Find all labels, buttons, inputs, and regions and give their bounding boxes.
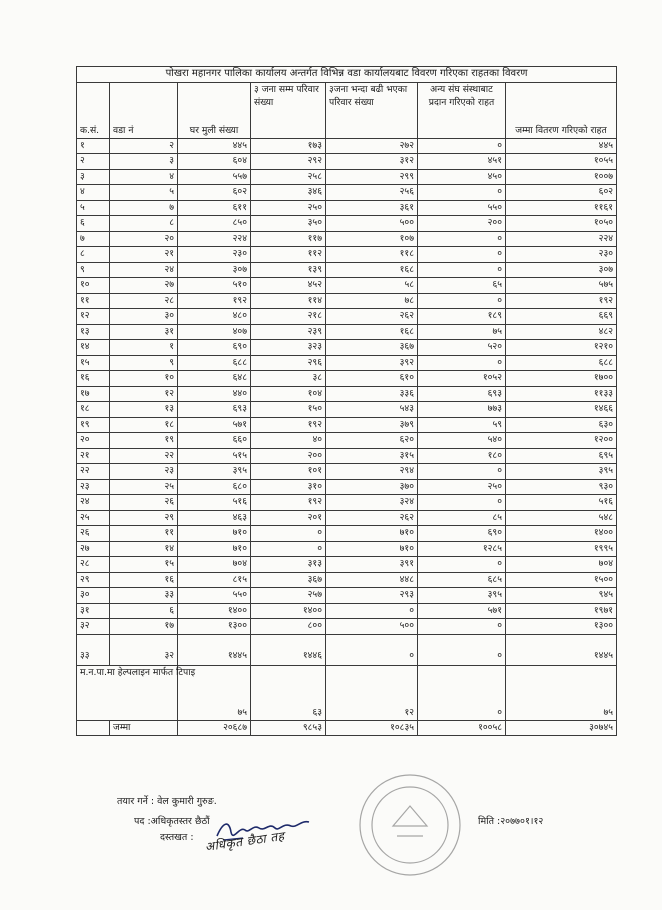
total-cell: ७०४ xyxy=(506,557,617,573)
households-cell: ७१० xyxy=(178,541,251,557)
ward-cell: १४ xyxy=(110,541,178,557)
more-than-three-cell: ३९१ xyxy=(326,557,418,573)
ward-cell: ३१ xyxy=(110,324,178,340)
other-org-cell: ० xyxy=(418,247,506,263)
table-row xyxy=(77,634,617,665)
ward-cell: १९ xyxy=(110,433,178,449)
ward-cell: २० xyxy=(110,231,178,247)
three-members-cell: १७३ xyxy=(251,138,326,154)
three-members-cell: ३४६ xyxy=(251,185,326,201)
table-row xyxy=(77,231,617,247)
other-org-cell: ० xyxy=(418,231,506,247)
other-org-cell: ३९५ xyxy=(418,588,506,604)
other-org-cell: १८० xyxy=(418,448,506,464)
three-members-cell: ९८५३ xyxy=(251,720,326,736)
sn-cell: २४ xyxy=(77,495,110,511)
ward-cell: ६ xyxy=(110,603,178,619)
households-cell: ६९० xyxy=(178,340,251,356)
more-than-three-cell: २६२ xyxy=(326,309,418,325)
sn-cell: १६ xyxy=(77,371,110,387)
three-members-cell: ० xyxy=(251,526,326,542)
other-org-cell: ५५० xyxy=(418,200,506,216)
helpline-row xyxy=(77,665,617,720)
ward-cell: २ xyxy=(110,138,178,154)
sn-cell: १ xyxy=(77,138,110,154)
other-org-cell: ० xyxy=(418,138,506,154)
total-row xyxy=(77,720,617,736)
post: पद :अधिकृतस्तर छैठौं xyxy=(134,816,210,827)
total-cell: २२४ xyxy=(506,231,617,247)
total-cell: ११३३ xyxy=(506,386,617,402)
table-row xyxy=(77,278,617,294)
table-row xyxy=(77,324,617,340)
table-row xyxy=(77,262,617,278)
three-members-cell: १०४ xyxy=(251,386,326,402)
households-cell: १३०० xyxy=(178,619,251,635)
relief-distribution-table xyxy=(76,66,617,736)
table-row xyxy=(77,154,617,170)
households-cell: ४६३ xyxy=(178,510,251,526)
households-cell: ७१० xyxy=(178,526,251,542)
table-row xyxy=(77,309,617,325)
households-cell: ६८० xyxy=(178,479,251,495)
households-cell: ६११ xyxy=(178,200,251,216)
col-header-other-org: अन्य संघ संस्थाबाट प्रदान गरिएको राहत xyxy=(418,82,506,138)
sn-cell: ३१ xyxy=(77,603,110,619)
table-row xyxy=(77,495,617,511)
households-cell: ७०४ xyxy=(178,557,251,573)
more-than-three-cell: २९९ xyxy=(326,169,418,185)
other-org-cell: १२८५ xyxy=(418,541,506,557)
three-members-cell: ० xyxy=(251,541,326,557)
table-row xyxy=(77,169,617,185)
other-org-cell: ० xyxy=(418,665,506,720)
more-than-three-cell: ३७९ xyxy=(326,417,418,433)
sn-cell: २६ xyxy=(77,526,110,542)
households-cell: ४४५ xyxy=(178,138,251,154)
more-than-three-cell: ७८ xyxy=(326,293,418,309)
ward-cell: २७ xyxy=(110,278,178,294)
other-org-cell: ६८५ xyxy=(418,572,506,588)
sn-cell: २७ xyxy=(77,541,110,557)
more-than-three-cell: ५४३ xyxy=(326,402,418,418)
total-cell: ५१६ xyxy=(506,495,617,511)
more-than-three-cell: १६८ xyxy=(326,324,418,340)
three-members-cell: २९२ xyxy=(251,154,326,170)
other-org-cell: ० xyxy=(418,619,506,635)
table-row xyxy=(77,417,617,433)
total-cell: ६८८ xyxy=(506,355,617,371)
other-org-cell: ४५० xyxy=(418,169,506,185)
total-cell: ५४८ xyxy=(506,510,617,526)
three-members-cell: २५८ xyxy=(251,169,326,185)
other-org-cell: ६९३ xyxy=(418,386,506,402)
more-than-three-cell: ३३६ xyxy=(326,386,418,402)
more-than-three-cell: ३२४ xyxy=(326,495,418,511)
prepared-by: तयार गर्ने : वेल कुमारी गुरुङ. xyxy=(117,796,217,807)
other-org-cell: ७५ xyxy=(418,324,506,340)
more-than-three-cell: ३६१ xyxy=(326,200,418,216)
table-row xyxy=(77,448,617,464)
table-row xyxy=(77,200,617,216)
table-row xyxy=(77,216,617,232)
households-cell: १९२ xyxy=(178,293,251,309)
more-than-three-cell: १०८३५ xyxy=(326,720,418,736)
more-than-three-cell: ३६७ xyxy=(326,340,418,356)
total-cell: १७०० xyxy=(506,371,617,387)
more-than-three-cell: ३१५ xyxy=(326,448,418,464)
households-cell: ४८० xyxy=(178,309,251,325)
other-org-cell: ५४० xyxy=(418,433,506,449)
other-org-cell: २५० xyxy=(418,479,506,495)
total-cell: ११६१ xyxy=(506,200,617,216)
more-than-three-cell: ५०० xyxy=(326,216,418,232)
three-members-cell: १५० xyxy=(251,402,326,418)
sn-cell: ३ xyxy=(77,169,110,185)
households-cell: ६४८ xyxy=(178,371,251,387)
total-cell: २३० xyxy=(506,247,617,263)
ward-cell: ४ xyxy=(110,169,178,185)
households-cell: ६६० xyxy=(178,433,251,449)
three-members-cell: ३२३ xyxy=(251,340,326,356)
table-row xyxy=(77,603,617,619)
three-members-cell: २१८ xyxy=(251,309,326,325)
households-cell: ५१६ xyxy=(178,495,251,511)
sn-cell: ३३ xyxy=(77,634,110,665)
three-members-cell: ११२ xyxy=(251,247,326,263)
sn-cell: ८ xyxy=(77,247,110,263)
table-title: पोखरा महानगर पालिका कार्यालय अन्तर्गत विभिन्न वडा कार्यालयबाट विवरण गरिएका राहतका विवरण xyxy=(77,67,617,83)
sn-cell: १८ xyxy=(77,402,110,418)
more-than-three-cell: २५६ xyxy=(326,185,418,201)
three-members-cell: २५७ xyxy=(251,588,326,604)
total-cell: १०५५ xyxy=(506,154,617,170)
households-cell: २२४ xyxy=(178,231,251,247)
three-members-cell: १४०० xyxy=(251,603,326,619)
more-than-three-cell: २७२ xyxy=(326,138,418,154)
ward-cell: ३२ xyxy=(110,634,178,665)
table-row xyxy=(77,541,617,557)
ward-cell: १७ xyxy=(110,619,178,635)
other-org-cell: १८९ xyxy=(418,309,506,325)
ward-cell: ५ xyxy=(110,185,178,201)
more-than-three-cell: २९३ xyxy=(326,588,418,604)
signature-label: दस्तखत : xyxy=(160,832,194,843)
more-than-three-cell: ७१० xyxy=(326,541,418,557)
ward-cell: १ xyxy=(110,340,178,356)
sn-cell: २० xyxy=(77,433,110,449)
more-than-three-cell: ३७० xyxy=(326,479,418,495)
ward-cell: २२ xyxy=(110,448,178,464)
sn-cell: १९ xyxy=(77,417,110,433)
ward-cell: १६ xyxy=(110,572,178,588)
col-header-sn: क.सं. xyxy=(77,82,110,138)
ward-cell: २१ xyxy=(110,247,178,263)
three-members-cell: १९२ xyxy=(251,495,326,511)
three-members-cell: ६३ xyxy=(251,665,326,720)
three-members-cell: ११७ xyxy=(251,231,326,247)
more-than-three-cell: ० xyxy=(326,634,418,665)
households-cell: ६०२ xyxy=(178,185,251,201)
total-cell: १५०० xyxy=(506,572,617,588)
households-cell: ३०७ xyxy=(178,262,251,278)
total-cell: ३०७४५ xyxy=(506,720,617,736)
ward-cell: ३० xyxy=(110,309,178,325)
more-than-three-cell: ११८ xyxy=(326,247,418,263)
ward-cell: २६ xyxy=(110,495,178,511)
col-header-total: जम्मा वितरण गरिएको राहत xyxy=(506,82,617,138)
other-org-cell: १००५८ xyxy=(418,720,506,736)
ward-cell: २४ xyxy=(110,262,178,278)
total-cell: १९७१ xyxy=(506,603,617,619)
other-org-cell: ० xyxy=(418,355,506,371)
sn-cell: ३० xyxy=(77,588,110,604)
households-cell: ६९३ xyxy=(178,402,251,418)
other-org-cell: ५९ xyxy=(418,417,506,433)
ward-cell: १० xyxy=(110,371,178,387)
other-org-cell: ० xyxy=(418,293,506,309)
households-cell: ४०७ xyxy=(178,324,251,340)
other-org-cell: ७७३ xyxy=(418,402,506,418)
households-cell: ६०४ xyxy=(178,154,251,170)
table-row xyxy=(77,588,617,604)
other-org-cell: ४५१ xyxy=(418,154,506,170)
col-header-ward: वडा नं xyxy=(110,82,178,138)
sn-cell: ११ xyxy=(77,293,110,309)
total-cell: ६९५ xyxy=(506,448,617,464)
more-than-three-cell: ० xyxy=(326,603,418,619)
total-cell: ४४५ xyxy=(506,138,617,154)
households-cell: १४४५ xyxy=(178,634,251,665)
ward-cell: २३ xyxy=(110,464,178,480)
total-cell: ३०७ xyxy=(506,262,617,278)
other-org-cell: ० xyxy=(418,557,506,573)
three-members-cell: ४५२ xyxy=(251,278,326,294)
empty-cell xyxy=(77,720,110,736)
households-cell: ८५० xyxy=(178,216,251,232)
total-cell: १२०० xyxy=(506,433,617,449)
three-members-cell: १९२ xyxy=(251,417,326,433)
households-cell: ५७१ xyxy=(178,417,251,433)
total-cell: ३९५ xyxy=(506,464,617,480)
sn-cell: १४ xyxy=(77,340,110,356)
sn-cell: ९ xyxy=(77,262,110,278)
more-than-three-cell: ३९२ xyxy=(326,355,418,371)
ward-cell: १३ xyxy=(110,402,178,418)
three-members-cell: २५० xyxy=(251,200,326,216)
table-row xyxy=(77,572,617,588)
three-members-cell: २०१ xyxy=(251,510,326,526)
sn-cell: २ xyxy=(77,154,110,170)
table-row xyxy=(77,185,617,201)
other-org-cell: ० xyxy=(418,634,506,665)
three-members-cell: ३१३ xyxy=(251,557,326,573)
three-members-cell: १३९ xyxy=(251,262,326,278)
ward-cell: ३३ xyxy=(110,588,178,604)
table-row xyxy=(77,402,617,418)
table-row xyxy=(77,138,617,154)
table-row xyxy=(77,371,617,387)
total-cell: १०५० xyxy=(506,216,617,232)
more-than-three-cell: ५०० xyxy=(326,619,418,635)
households-cell: ५५७ xyxy=(178,169,251,185)
total-cell: ६०२ xyxy=(506,185,617,201)
sn-cell: १२ xyxy=(77,309,110,325)
more-than-three-cell: १६८ xyxy=(326,262,418,278)
total-cell: ६६९ xyxy=(506,309,617,325)
total-cell: १००७ xyxy=(506,169,617,185)
sn-cell: २५ xyxy=(77,510,110,526)
other-org-cell: ६९० xyxy=(418,526,506,542)
table-row xyxy=(77,557,617,573)
sn-cell: १५ xyxy=(77,355,110,371)
total-cell: १४६६ xyxy=(506,402,617,418)
more-than-three-cell: २९४ xyxy=(326,464,418,480)
total-cell: १९९५ xyxy=(506,541,617,557)
ward-cell: २८ xyxy=(110,293,178,309)
sn-cell: २९ xyxy=(77,572,110,588)
sn-cell: २८ xyxy=(77,557,110,573)
total-cell: ९४५ xyxy=(506,588,617,604)
table-row xyxy=(77,293,617,309)
three-members-cell: ३८ xyxy=(251,371,326,387)
col-header-more-than-three: ३जना भन्दा बढी भएका परिवार संख्या xyxy=(326,82,418,138)
table-row xyxy=(77,619,617,635)
three-members-cell: ३६७ xyxy=(251,572,326,588)
other-org-cell: ० xyxy=(418,495,506,511)
ward-cell: २९ xyxy=(110,510,178,526)
office-seal-icon xyxy=(353,766,467,884)
other-org-cell: ० xyxy=(418,464,506,480)
total-cell: ६३० xyxy=(506,417,617,433)
households-cell: ५५० xyxy=(178,588,251,604)
households-cell: ४४० xyxy=(178,386,251,402)
ward-cell: ३ xyxy=(110,154,178,170)
total-cell: ५७५ xyxy=(506,278,617,294)
sn-cell: १३ xyxy=(77,324,110,340)
households-cell: २०६८७ xyxy=(178,720,251,736)
sn-cell: २१ xyxy=(77,448,110,464)
sn-cell: २३ xyxy=(77,479,110,495)
three-members-cell: ११४ xyxy=(251,293,326,309)
table-row xyxy=(77,526,617,542)
three-members-cell: ८०० xyxy=(251,619,326,635)
sn-cell: १० xyxy=(77,278,110,294)
total-cell: १३०० xyxy=(506,619,617,635)
more-than-three-cell: ६१० xyxy=(326,371,418,387)
col-header-three-members: ३ जना सम्म परिवार संख्या xyxy=(251,82,326,138)
more-than-three-cell: ५८ xyxy=(326,278,418,294)
households-cell: ८१५ xyxy=(178,572,251,588)
ward-cell: ८ xyxy=(110,216,178,232)
three-members-cell: ४० xyxy=(251,433,326,449)
more-than-three-cell: ७१० xyxy=(326,526,418,542)
ward-cell: १८ xyxy=(110,417,178,433)
households-cell: ६८८ xyxy=(178,355,251,371)
sn-cell: १७ xyxy=(77,386,110,402)
date: मिति :२०७७०१।१२ xyxy=(478,816,544,827)
three-members-cell: १४४६ xyxy=(251,634,326,665)
table-row xyxy=(77,247,617,263)
sn-cell: ७ xyxy=(77,231,110,247)
more-than-three-cell: १२ xyxy=(326,665,418,720)
total-cell: ९३० xyxy=(506,479,617,495)
ward-cell: ९ xyxy=(110,355,178,371)
total-label: जम्मा xyxy=(110,720,178,736)
table-row xyxy=(77,510,617,526)
three-members-cell: ३५० xyxy=(251,216,326,232)
more-than-three-cell: ६२० xyxy=(326,433,418,449)
table-row xyxy=(77,355,617,371)
sn-cell: ६ xyxy=(77,216,110,232)
helpline-label: म.न.पा.मा हेल्पलाइन मार्फत टिपाइ xyxy=(77,665,178,720)
households-cell: ५१० xyxy=(178,278,251,294)
more-than-three-cell: ३१२ xyxy=(326,154,418,170)
households-cell: १४०० xyxy=(178,603,251,619)
other-org-cell: ८५ xyxy=(418,510,506,526)
ward-cell: १५ xyxy=(110,557,178,573)
three-members-cell: २९६ xyxy=(251,355,326,371)
total-cell: १२१० xyxy=(506,340,617,356)
handwritten-note: अधिकृत छैठा तह xyxy=(204,828,286,854)
other-org-cell: २०० xyxy=(418,216,506,232)
households-cell: ७५ xyxy=(178,665,251,720)
col-header-households: घर मुली संख्या xyxy=(178,82,251,138)
sn-cell: ५ xyxy=(77,200,110,216)
more-than-three-cell: १०७ xyxy=(326,231,418,247)
three-members-cell: १०१ xyxy=(251,464,326,480)
total-cell: १४०० xyxy=(506,526,617,542)
other-org-cell: ० xyxy=(418,262,506,278)
table-row xyxy=(77,479,617,495)
total-cell: ७५ xyxy=(506,665,617,720)
three-members-cell: २०० xyxy=(251,448,326,464)
other-org-cell: ६५ xyxy=(418,278,506,294)
other-org-cell: ५२० xyxy=(418,340,506,356)
ward-cell: ७ xyxy=(110,200,178,216)
ward-cell: ११ xyxy=(110,526,178,542)
table-row xyxy=(77,433,617,449)
households-cell: ३९५ xyxy=(178,464,251,480)
table-row xyxy=(77,340,617,356)
other-org-cell: ० xyxy=(418,185,506,201)
ward-cell: १२ xyxy=(110,386,178,402)
sn-cell: ४ xyxy=(77,185,110,201)
three-members-cell: ३१० xyxy=(251,479,326,495)
table-row xyxy=(77,464,617,480)
more-than-three-cell: २६२ xyxy=(326,510,418,526)
sn-cell: ३२ xyxy=(77,619,110,635)
households-cell: २३० xyxy=(178,247,251,263)
ward-cell: २५ xyxy=(110,479,178,495)
three-members-cell: २३९ xyxy=(251,324,326,340)
table-row xyxy=(77,386,617,402)
other-org-cell: ५७१ xyxy=(418,603,506,619)
sn-cell: २२ xyxy=(77,464,110,480)
total-cell: १९२ xyxy=(506,293,617,309)
total-cell: ४८२ xyxy=(506,324,617,340)
more-than-three-cell: ४४८ xyxy=(326,572,418,588)
households-cell: ५१५ xyxy=(178,448,251,464)
other-org-cell: १०५२ xyxy=(418,371,506,387)
total-cell: १४४५ xyxy=(506,634,617,665)
